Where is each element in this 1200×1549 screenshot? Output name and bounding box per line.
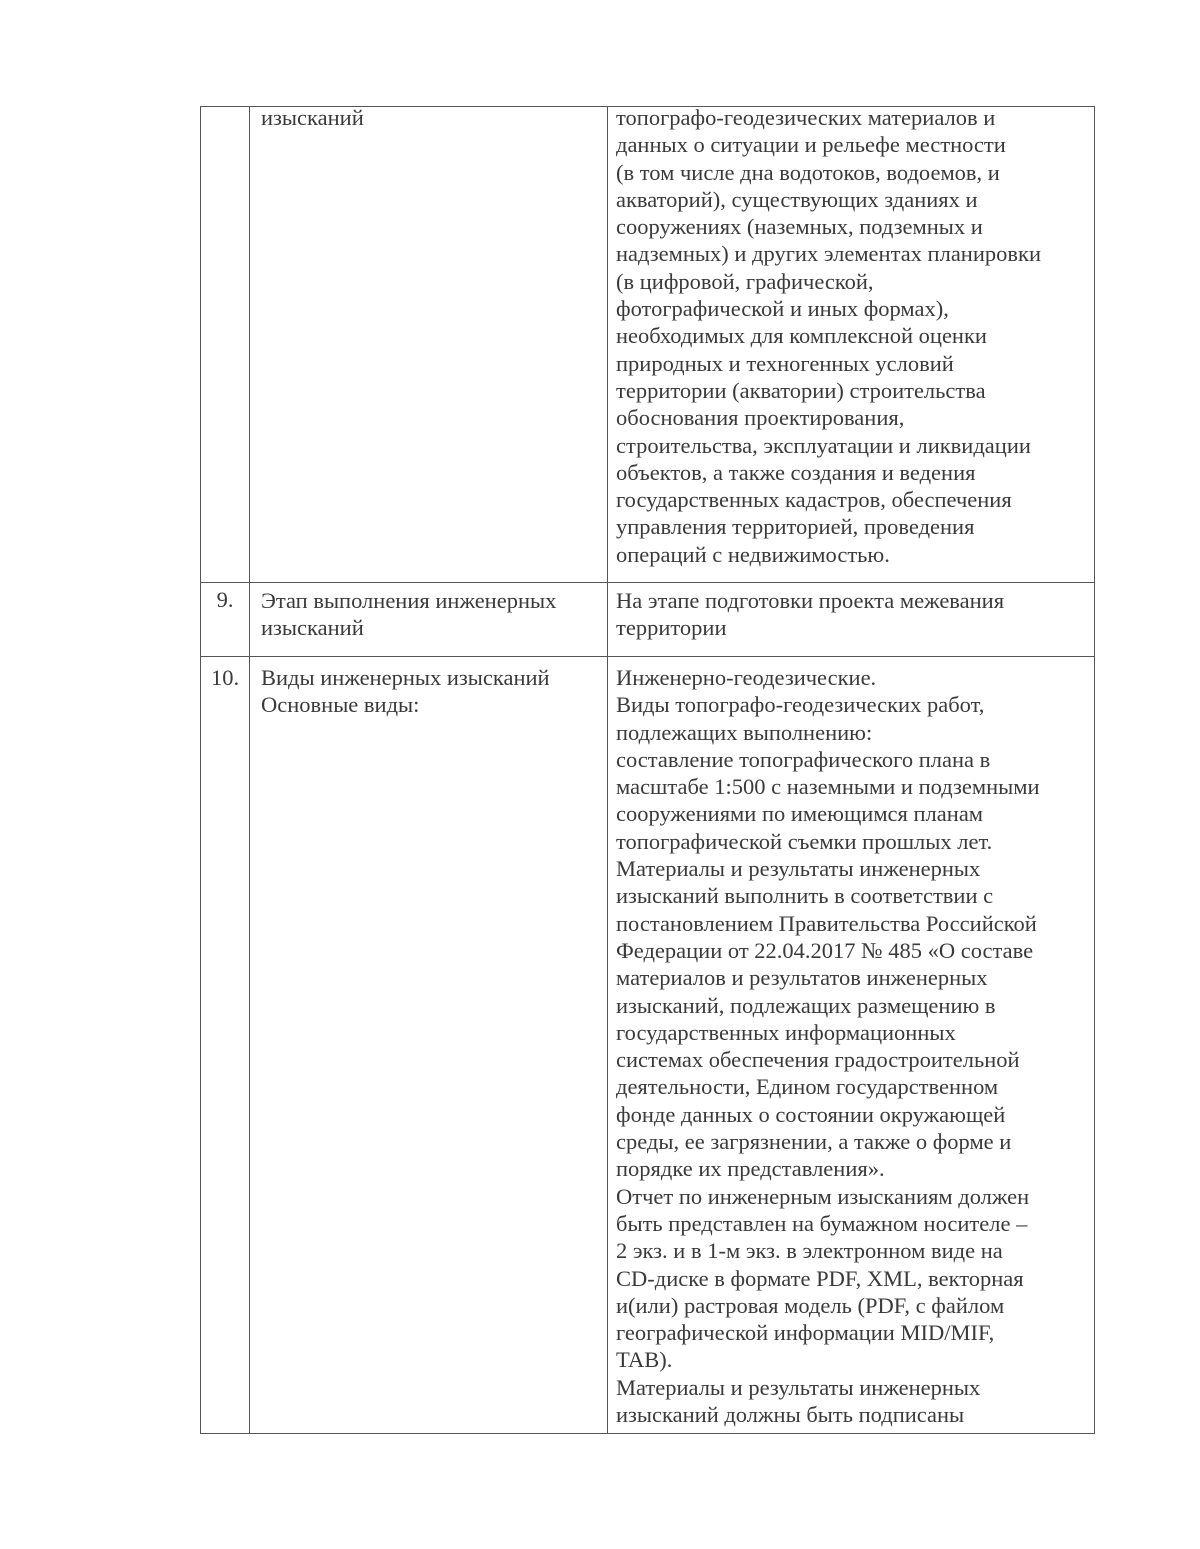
row-name-cell [250,583,608,657]
row-value-cell [608,657,1095,1434]
row-value: На этапе подготовки проекта межевания территории [616,588,1005,641]
table-row [201,657,1095,1434]
row-number [201,112,249,115]
requirements-table [200,106,1095,1434]
row-number: 9. [216,587,234,612]
row-number-cell [201,107,250,583]
table-row [201,583,1095,657]
row-name-cell [250,107,608,583]
row-number: 10. [210,665,240,690]
row-name-cell [250,657,608,1434]
table-row [201,107,1095,583]
row-number-cell [201,657,250,1434]
row-number-cell [201,583,250,657]
row-value-cell [608,583,1095,657]
row-name: Этап выполнения инженерных изысканий [261,588,557,641]
row-name: Виды инженерных изысканий Основные виды: [261,665,550,718]
row-name: изысканий [261,105,364,130]
row-value-cell [608,107,1095,583]
row-value: топографо-геодезических материалов и данных о ситуации и рельефе местности (в том числе дна водотоков, водоемов, и акваторий), существующих зданиях и сооружениях (наземных, подземных и надземных) и других элементах планировки (в цифровой, графической, фотографической и иных формах), необходимых для комплексной оценки природных и техногенных условий территории (акватории) строительства обоснования проектирования, строительства, эксплуатации и ликвидации объектов, а также создания и ведения государственных кадастров, обеспечения управления территорией, проведения операций с недвижимостью. [616,105,1041,567]
row-value: Инженерно-геодезические. Виды топографо-геодезических работ, подлежащих выполнению: составление топографического плана в масштабе 1:500 с наземными и подземными сооружениями по имеющимся планам топографической съемки прошлых лет. Материалы и результаты инженерных изысканий выполнить в соответствии с постановлением Правительства Российской Федерации от 22.04.2017 № 485 «О составе материалов и результатов инженерных изысканий, подлежащих размещению в государственных информационных системах обеспечения градостроительной деятельности, Едином государственном фонде данных о состоянии окружающей среды, ее загрязнении, а также о форме и порядке их представления». Отчет по инженерным изысканиям должен быть представлен на бумажном носителе – 2 экз. и в 1-м экз. в электронном виде на CD-диске в формате PDF, XML, векторная и(или) растровая модель (PDF, с файлом географической информации MID/MIF, TAB). Материалы и результаты инженерных изысканий должны быть подписаны [616,665,1040,1428]
